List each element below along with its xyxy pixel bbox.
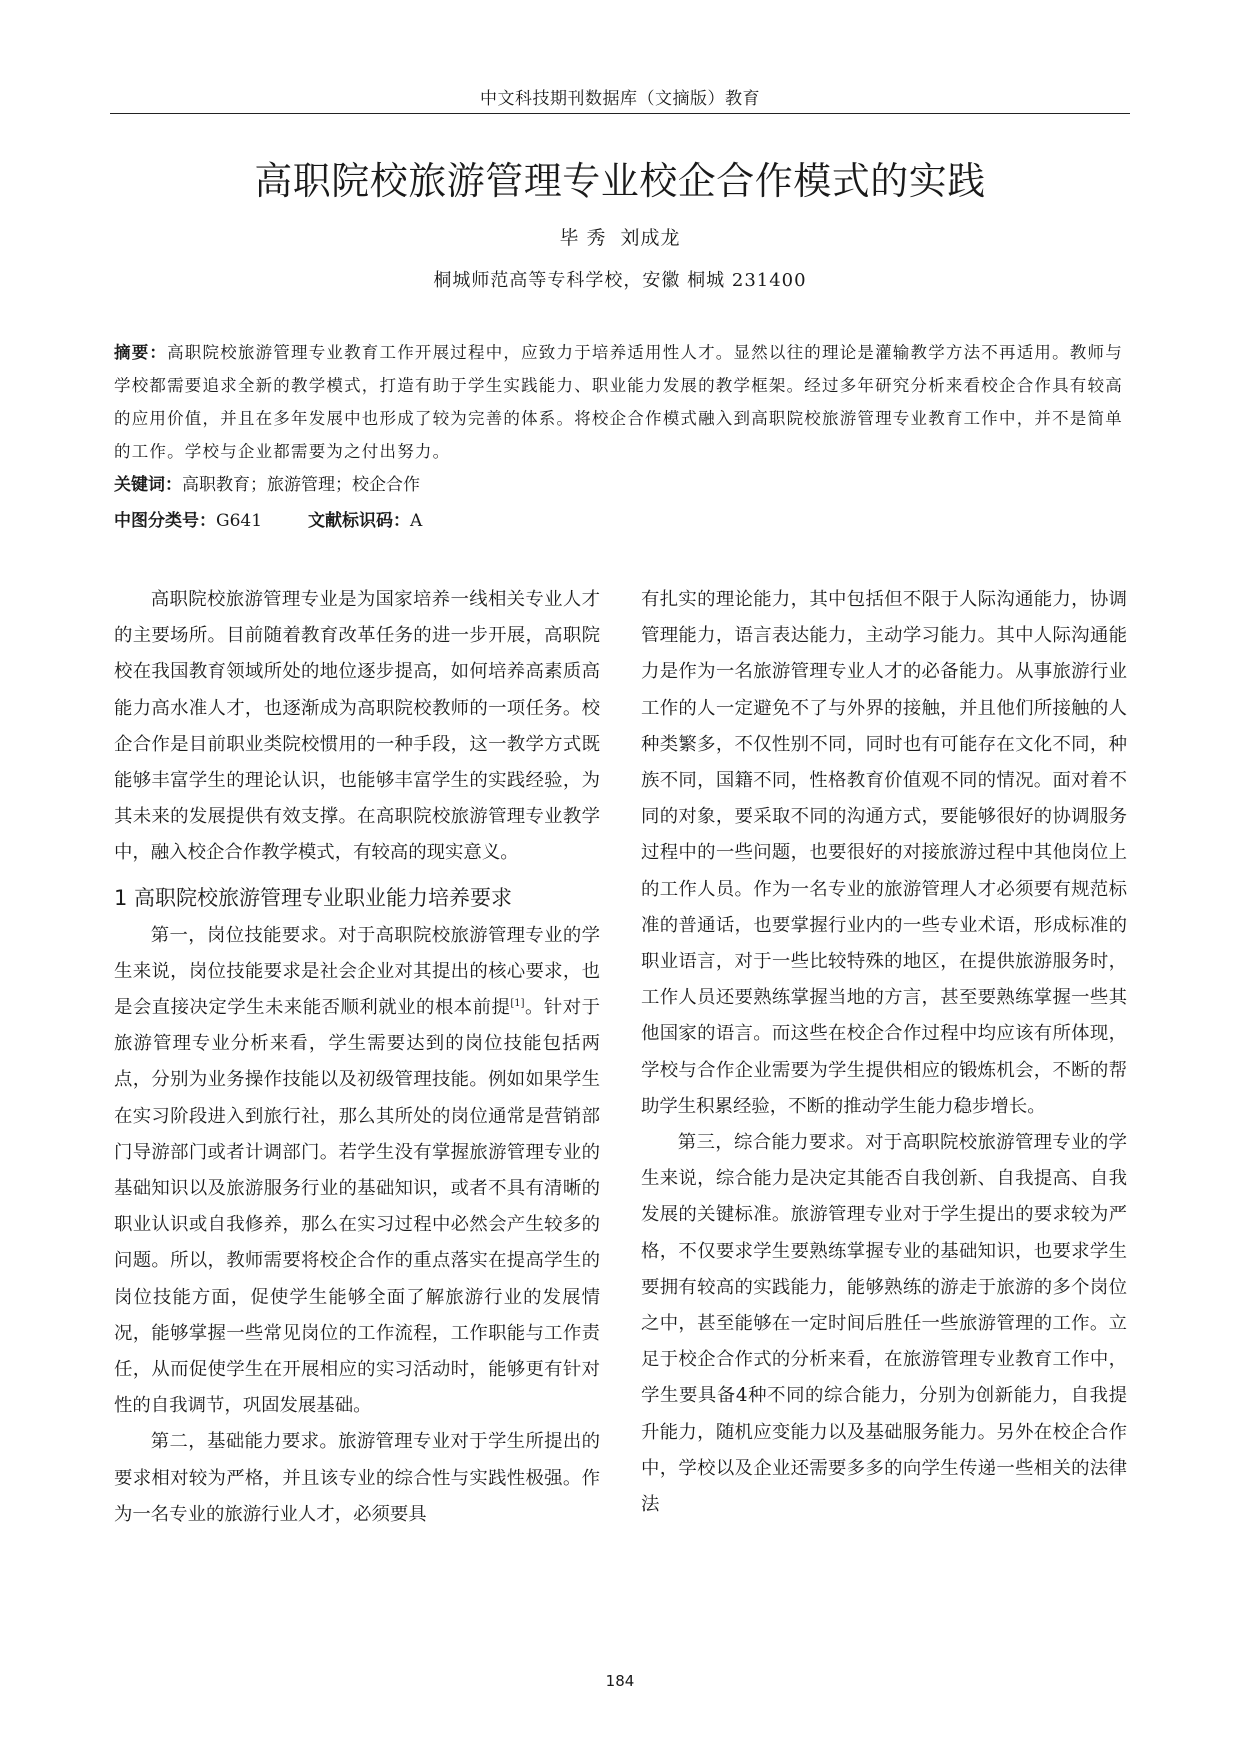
paragraph-basic-ability-cont: 有扎实的理论能力，其中包括但不限于人际沟通能力，协调管理能力，语言表达能力，主动学习能力。其中人际沟通能力是作为一名旅游管理专业人才的必备能力。从事旅游行业工作的人一定避免不了与外界的接触，并且他们所接触的人种类繁多，不仅性别不同，同时也有可能存在文化不同，种族不同，国籍不同，性格教育价值观不同的情况。面对着不同的对象，要采取不同的沟通方式，要能够很好的协调服务过程中的一些问题，也要很好的对接旅游过程中其他岗位上的工作人员。作为一名专业的旅游管理人才必须要有规范标准的普通话，也要掌握行业内的一些专业术语，形成标准的职业语言，对于一些比较特殊的地区，在提供旅游服务时，工作人员还要熟练掌握当地的方言，甚至要熟练掌握一些其他国家的语言。而这些在校企合作过程中均应该有所体现，学校与合作企业需要为学生提供相应的锻炼机会，不断的帮助学生积累经验，不断的推动学生能力稳步增长。 (641, 589, 1127, 1117)
doc-code-value: A (410, 511, 423, 531)
doc-code-label: 文献标识码： (308, 511, 411, 531)
header-rule (110, 113, 1130, 114)
article-authors: 毕 秀 刘成龙 (559, 227, 681, 249)
abstract (114, 336, 1124, 468)
classification-line (114, 506, 422, 531)
paragraph-post-skills (114, 918, 600, 1425)
clc-value: G641 (216, 511, 263, 531)
abstract-label: 摘要： (114, 343, 168, 362)
journal-header: 中文科技期刊数据库（文摘版）教育 (480, 89, 760, 109)
keywords-label: 关键词： (114, 475, 182, 495)
paragraph-basic-ability: 第二，基础能力要求。旅游管理专业对于学生所提出的要求相对较为严格，并且该专业的综合性与实践性极强。作为一名专业的旅游行业人才，必须要具 (114, 1431, 600, 1525)
paragraph-post-skills-part1: 第一，岗位技能要求。对于高职院校旅游管理专业的学生来说，岗位技能要求是社会企业对其提出的核心要求，也是会直接决定学生未来能否顺利就业的根本前提 (114, 924, 600, 1019)
intro-paragraph: 高职院校旅游管理专业是为国家培养一线相关专业人才的主要场所。目前随着教育改革任务的进一步开展，高职院校在我国教育领域所处的地位逐步提高，如何培养高素质高能力高水准人才，也逐渐成为高职院校教师的一项任务。校企合作是目前职业类院校惯用的一种手段，这一教学方式既能够丰富学生的理论认识，也能够丰富学生的实践经验，为其未来的发展提供有效支撑。在高职院校旅游管理专业教学中，融入校企合作教学模式，有较高的现实意义。 (114, 589, 600, 864)
left-column (114, 582, 600, 1533)
article-title: 高职院校旅游管理专业校企合作模式的实践 (254, 159, 986, 203)
paragraph-comprehensive-ability: 第三，综合能力要求。对于高职院校旅游管理专业的学生来说，综合能力是决定其能否自我创新、自我提高、自我发展的关键标准。旅游管理专业对于学生提出的要求较为严格，不仅要求学生要熟练掌握专业的基础知识，也要求学生要拥有较高的实践能力，能够熟练的游走于旅游的多个岗位之中，甚至能够在一定时间后胜任一些旅游管理的工作。立足于校企合作式的分析来看，在旅游管理专业教育工作中，学生要具备4种不同的综合能力，分别为创新能力，自我提升能力，随机应变能力以及基础服务能力。另外在校企合作中，学校以及企业还需要多多的向学生传递一些相关的法律法 (641, 1132, 1127, 1516)
section-1-heading: 1 高职院校旅游管理专业职业能力培养要求 (114, 885, 513, 910)
paragraph-post-skills-part2: 。针对于旅游管理专业分析来看，学生需要达到的岗位技能包括两点，分别为业务操作技能以及初级管理技能。例如如果学生在实习阶段进入到旅行社，那么其所处的岗位通常是营销部门导游部门或者计调部门。若学生没有掌握旅游管理专业的基础知识以及旅游服务行业的基础知识，或者不具有清晰的职业认识或自我修养，那么在实习过程中必然会产生较多的问题。所以，教师需要将校企合作的重点落实在提高学生的岗位技能方面，促使学生能够全面了解旅游行业的发展情况，能够掌握一些常见岗位的工作流程，工作职能与工作责任，从而促使学生在开展相应的实习活动时，能够更有针对性的自我调节，巩固发展基础。 (114, 997, 600, 1417)
clc-label: 中图分类号： (114, 511, 216, 531)
right-column (641, 582, 1127, 1523)
citation-ref: [1] (510, 997, 525, 1009)
abstract-text: 高职院校旅游管理专业教育工作开展过程中，应致力于培养适用性人才。显然以往的理论是灌输教学方法不再适用。教师与学校都需要追求全新的教学模式，打造有助于学生实践能力、职业能力发展的教学框架。经过多年研究分析来看校企合作具有较高的应用价值，并且在多年发展中也形成了较为完善的体系。将校企合作模式融入到高职院校旅游管理专业教育工作中，并不是简单的工作。学校与企业都需要为之付出努力。 (114, 343, 1123, 461)
keywords-text: 高职教育；旅游管理；校企合作 (182, 475, 420, 495)
page-number: 184 (605, 1672, 635, 1690)
article-affiliation: 桐城师范高等专科学校，安徽 桐城 231400 (433, 270, 807, 291)
keywords-line (114, 470, 420, 495)
